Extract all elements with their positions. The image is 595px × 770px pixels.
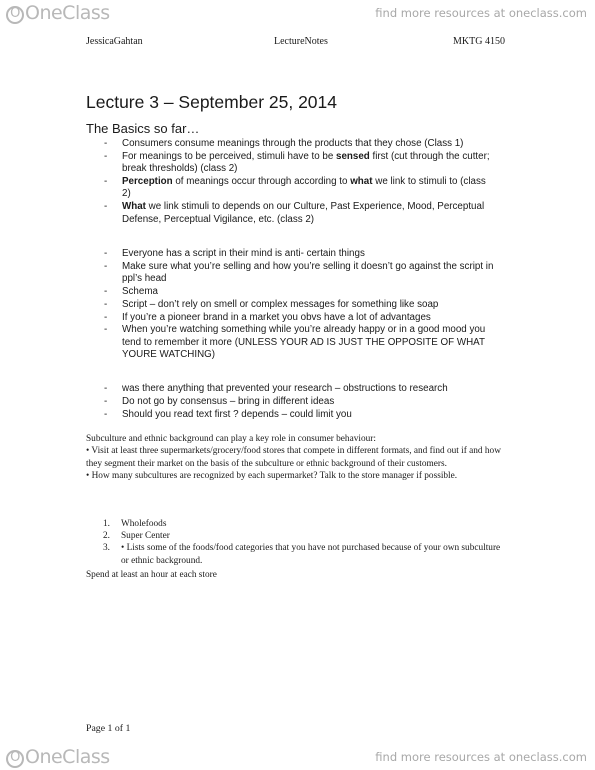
- list-item: - Script – don’t rely on smell or complex messages for something like soap: [0, 299, 496, 311]
- list-item: 1. Wholefoods: [103, 519, 167, 529]
- assignment-block: [86, 433, 506, 482]
- list-item: - What we link stimuli to depends on our Culture, Past Experience, Mood, Perceptual Defense, Perceptual Vigilance, etc. (class 2): [0, 201, 496, 226]
- logo-mark-icon: O: [6, 750, 24, 768]
- assignment-bullet: • Visit at least three supermarkets/grocery/food stores that compete in different formats, and find out if and how they segment their market on the basis of the subculture or ethnic background of their customers.: [86, 446, 501, 469]
- assignment-instruction: Spend at least an hour at each store: [86, 570, 217, 580]
- list-item: - Consumers consume meanings through the products that they chose (Class 1): [0, 138, 496, 150]
- list-item: - For meanings to be perceived, stimuli have to be sensed first (cut through the cutter; break thresholds) (class 2): [0, 151, 496, 176]
- basics-list: [0, 138, 496, 226]
- list-item: - Everyone has a script in their mind is anti- certain things: [0, 248, 496, 260]
- logo-mark-icon: O: [6, 6, 24, 24]
- research-notes-list: [0, 383, 496, 421]
- list-item: - Schema: [0, 286, 496, 298]
- assignment-bullet: • How many subcultures are recognized by each supermarket? Talk to the store manager if possible.: [86, 470, 458, 481]
- top-banner: [0, 0, 595, 26]
- logo-text: OneClass: [25, 746, 110, 768]
- banner-tagline-link[interactable]: find more resources at oneclass.com: [375, 6, 587, 20]
- header-author: JessicaGahtan: [86, 36, 143, 47]
- bottom-banner: [0, 744, 595, 770]
- page-title: Lecture 3 – September 25, 2014: [86, 92, 338, 112]
- assignment-intro: Subculture and ethnic background can play a key role in consumer behaviour:: [86, 434, 376, 444]
- list-item: - was there anything that prevented your research – obstructions to research: [0, 383, 496, 395]
- oneclass-logo[interactable]: [6, 2, 110, 24]
- page-number: Page 1 of 1: [86, 723, 131, 734]
- oneclass-logo[interactable]: [6, 746, 110, 768]
- banner-tagline-link[interactable]: find more resources at oneclass.com: [375, 750, 587, 764]
- list-item: - Do not go by consensus – bring in different ideas: [0, 396, 496, 408]
- list-item: 2. Super Center: [103, 531, 170, 542]
- script-notes-list: [0, 248, 496, 362]
- store-list: [86, 518, 506, 567]
- list-item: - If you’re a pioneer brand in a market you obvs have a lot of advantages: [0, 312, 496, 324]
- list-item: - Perception of meanings occur through according to what we link to stimuli to (class 2): [0, 176, 496, 201]
- header-course: MKTG 4150: [453, 36, 505, 47]
- list-item: - When you’re watching something while you’re already happy or in a good mood you tend to remember it more (UNLESS YOUR AD IS JUST THE OPPOSITE OF WHAT YOURE WATCHING): [0, 324, 496, 361]
- logo-text: OneClass: [25, 2, 110, 24]
- header-doc-type: LectureNotes: [274, 36, 328, 47]
- list-item: 3. • Lists some of the foods/food categories that you have not purchased because of your own subculture or ethnic background.: [103, 543, 501, 566]
- list-item: - Should you read text first ? depends – could limit you: [0, 409, 496, 421]
- section-heading: The Basics so far…: [86, 121, 200, 136]
- list-item: - Make sure what you’re selling and how you’re selling it doesn’t go against the script in ppl’s head: [0, 261, 496, 286]
